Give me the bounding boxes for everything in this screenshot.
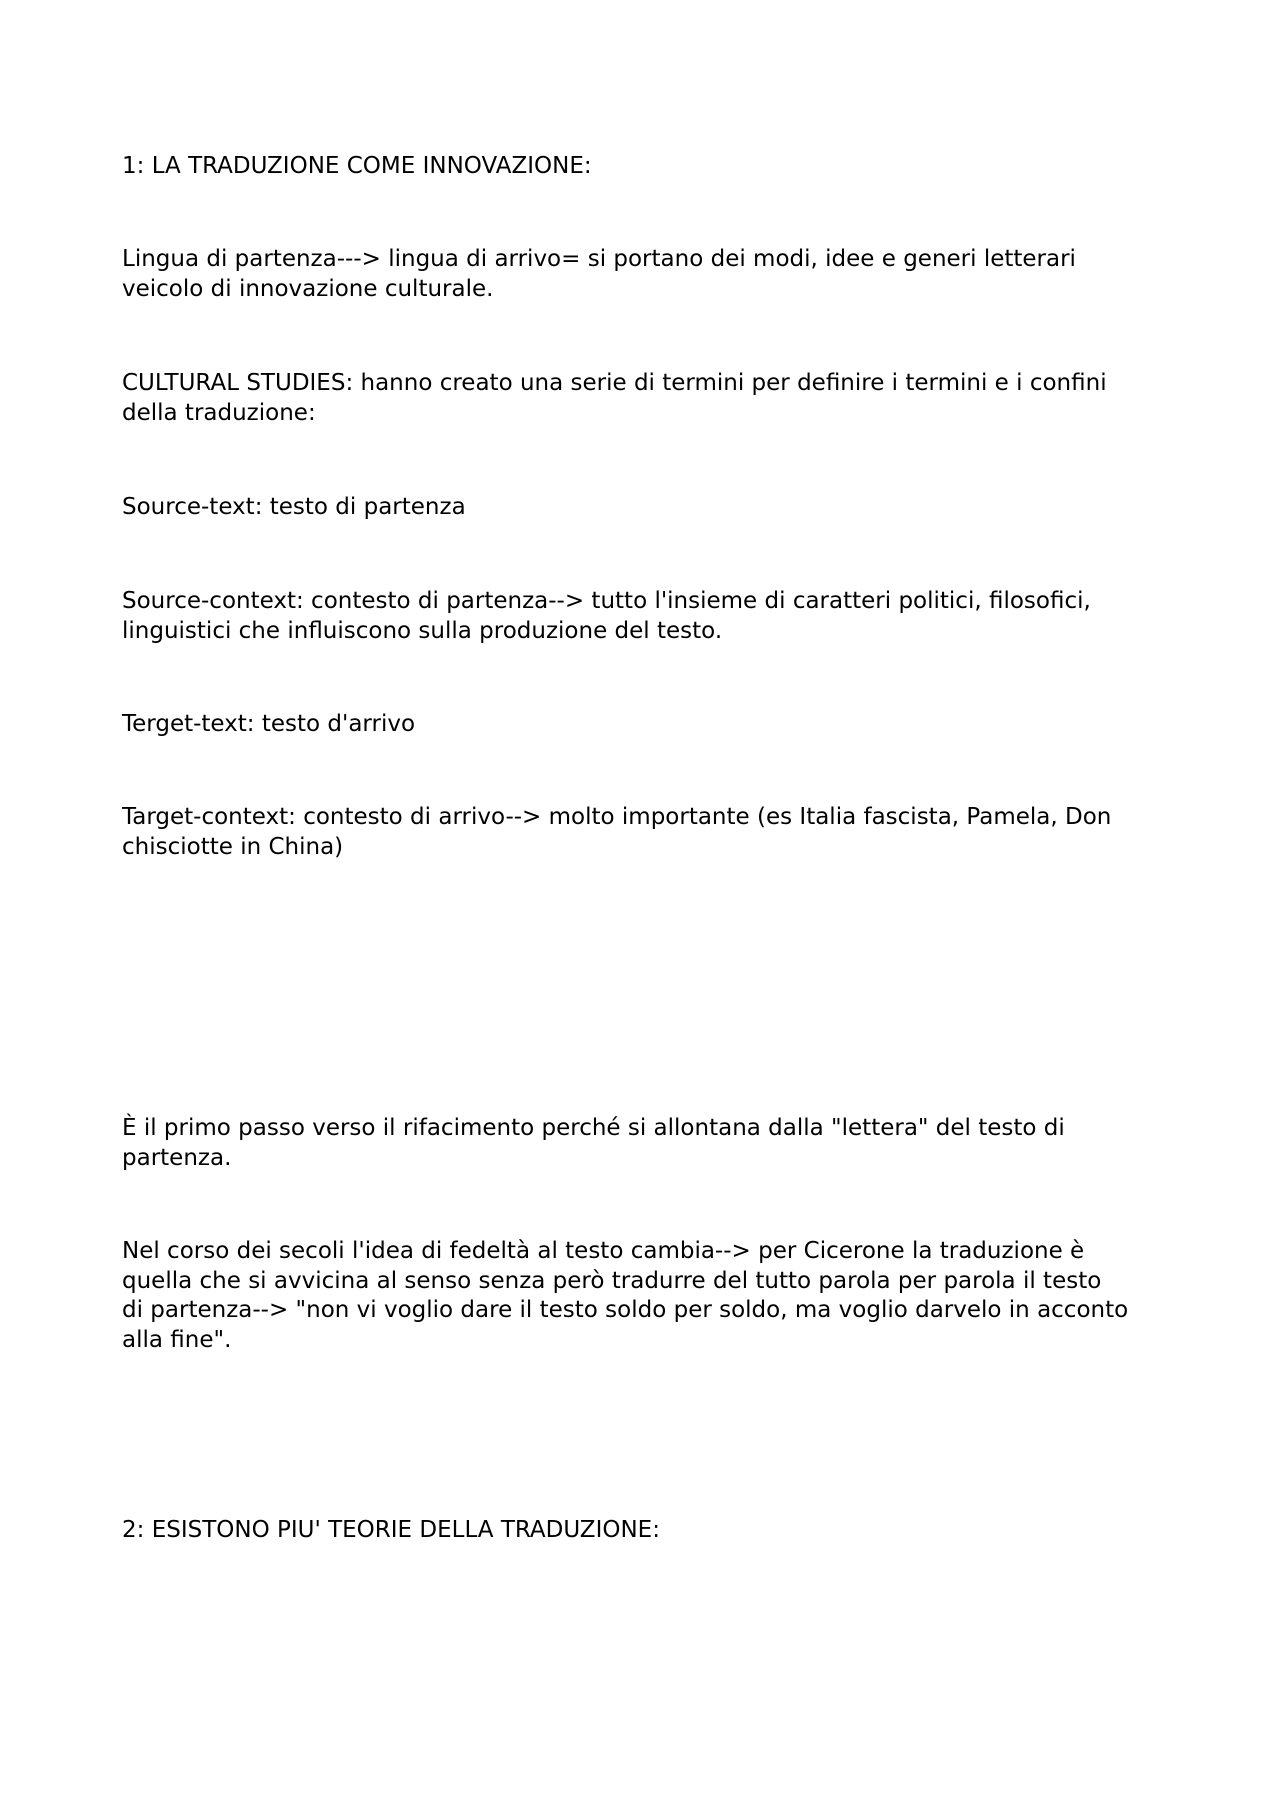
paragraph-line: veicolo di innovazione culturale. [122,275,494,302]
paragraph-line: chisciotte in China) [122,833,344,860]
paragraph-cultural-studies [122,369,1182,428]
paragraph-line: alla fine". [122,1326,232,1353]
term-target-text [122,710,1182,740]
paragraph-line: partenza. [122,1144,232,1171]
paragraph-line: Source-text: testo di partenza [122,494,466,520]
paragraph-line: Nel corso dei secoli l'idea di fedeltà al testo cambia--> per Cicerone la traduzione è [122,1238,1085,1264]
paragraph-line: Target-context: contesto di arrivo--> molto importante (es Italia fascista, Pamela, Don [122,804,1112,830]
paragraph-rifacimento [122,1114,1182,1173]
paragraph-line: della traduzione: [122,399,316,426]
paragraph-line: CULTURAL STUDIES: hanno creato una serie di termini per definire i termini e i confini [122,370,1107,396]
heading-text: 2: ESISTONO PIU' TEORIE DELLA TRADUZIONE: [122,1517,660,1543]
term-source-text [122,493,1182,523]
section-heading-2 [122,1516,1182,1546]
heading-text: 1: LA TRADUZIONE COME INNOVAZIONE: [122,153,592,179]
paragraph-line: Terget-text: testo d'arrivo [122,711,416,737]
paragraph-cicerone [122,1237,1182,1355]
paragraph-lingua [122,245,1182,304]
paragraph-line: Lingua di partenza---> lingua di arrivo= si portano dei modi, idee e generi letterari [122,246,1076,272]
paragraph-line: Source-context: contesto di partenza--> tutto l'insieme di caratteri politici, filosofici, [122,588,1091,614]
paragraph-line: linguistici che influiscono sulla produzione del testo. [122,617,723,644]
paragraph-line: È il primo passo verso il rifacimento perché si allontana dalla "lettera" del testo di [122,1115,1065,1141]
term-source-context [122,587,1182,646]
term-target-context [122,803,1182,862]
paragraph-line: di partenza--> "non vi voglio dare il testo soldo per soldo, ma voglio darvelo in acconto [122,1297,1129,1323]
paragraph-line: quella che si avvicina al senso senza però tradurre del tutto parola per parola il testo [122,1267,1102,1294]
section-heading-1 [122,152,1182,182]
